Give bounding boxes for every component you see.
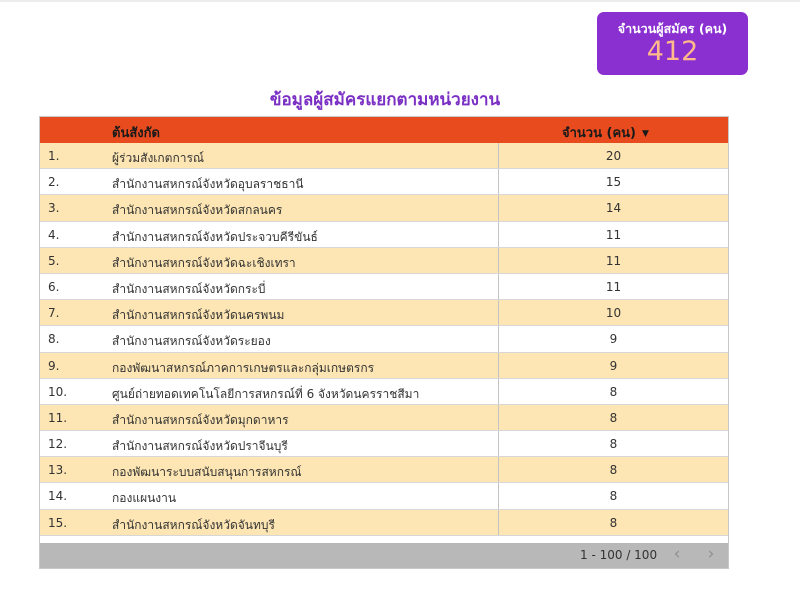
table-row[interactable]: [40, 510, 728, 536]
row-index: 10.: [48, 384, 68, 399]
table-row[interactable]: [40, 353, 728, 379]
row-count: 8: [498, 457, 728, 482]
table-row[interactable]: [40, 431, 728, 457]
table-body: [40, 143, 728, 543]
row-count: 14: [498, 195, 728, 220]
row-index: 6.: [48, 279, 60, 294]
row-count: 8: [498, 379, 728, 404]
sort-desc-icon[interactable]: ▼: [641, 129, 649, 139]
row-index: 9.: [48, 358, 60, 373]
table-row[interactable]: [40, 326, 728, 352]
table-row[interactable]: [40, 222, 728, 248]
row-count: 15: [498, 169, 728, 194]
row-agency-name: กองพัฒนาสหกรณ์ภาคการเกษตรและกลุ่มเกษตรกร: [112, 360, 375, 375]
row-count: 11: [498, 222, 728, 247]
row-count: 10: [498, 300, 728, 325]
row-agency-name: สำนักงานสหกรณ์จังหวัดฉะเชิงเทรา: [112, 255, 296, 270]
table-row[interactable]: [40, 379, 728, 405]
report-title: ข้อมูลผู้สมัครแยกตามหน่วยงาน: [269, 90, 501, 110]
column-header-count-label: จำนวน (คน): [562, 126, 636, 141]
row-agency-name: สำนักงานสหกรณ์จังหวัดมุกดาหาร: [112, 412, 289, 427]
table-row[interactable]: [40, 195, 728, 221]
chevron-right-icon[interactable]: ›: [707, 544, 715, 564]
row-index: 13.: [48, 463, 68, 478]
scorecard-value: 412: [646, 35, 699, 67]
row-index: 12.: [48, 437, 68, 452]
table-row[interactable]: [40, 248, 728, 274]
table-row[interactable]: [40, 169, 728, 195]
table-row[interactable]: [40, 300, 728, 326]
row-index: 7.: [48, 306, 60, 321]
column-header-count[interactable]: [562, 122, 649, 143]
row-agency-name: ผู้ร่วมสังเกตการณ์: [112, 151, 205, 165]
row-index: 1.: [48, 149, 60, 163]
row-index: 2.: [48, 175, 60, 190]
row-agency-name: สำนักงานสหกรณ์จังหวัดจันทบุรี: [112, 517, 275, 532]
table-row[interactable]: [40, 143, 728, 169]
row-agency-name: สำนักงานสหกรณ์จังหวัดนครพนม: [112, 308, 285, 323]
row-count: 8: [498, 431, 728, 456]
row-count: 11: [498, 274, 728, 299]
table-row[interactable]: [40, 405, 728, 431]
row-index: 14.: [48, 489, 68, 504]
row-index: 3.: [48, 201, 60, 216]
row-count: 11: [498, 248, 728, 273]
row-agency-name: สำนักงานสหกรณ์จังหวัดกระบี่: [112, 281, 266, 296]
row-index: 11.: [48, 410, 68, 425]
row-count: 8: [498, 405, 728, 430]
row-index: 15.: [48, 515, 68, 530]
row-count: 9: [498, 326, 728, 351]
applicants-table: [39, 116, 729, 569]
table-row[interactable]: [40, 457, 728, 483]
table-header: [40, 117, 728, 143]
row-count: 9: [498, 353, 728, 378]
row-agency-name: สำนักงานสหกรณ์จังหวัดระยอง: [112, 334, 271, 349]
row-index: 4.: [48, 227, 60, 242]
row-agency-name: สำนักงานสหกรณ์จังหวัดปราจีนบุรี: [112, 439, 288, 454]
row-index: 8.: [48, 332, 60, 347]
top-divider: [0, 0, 800, 2]
scorecard-label: จำนวนผู้สมัคร (คน): [617, 20, 728, 36]
table-row[interactable]: [40, 483, 728, 509]
row-agency-name: สำนักงานสหกรณ์จังหวัดประจวบคีรีขันธ์: [112, 229, 318, 244]
column-header-agency[interactable]: ต้นสังกัด: [112, 126, 160, 141]
row-agency-name: สำนักงานสหกรณ์จังหวัดอุบลราชธานี: [112, 177, 304, 192]
applicant-count-scorecard: [597, 12, 748, 75]
row-index: 5.: [48, 253, 60, 268]
table-pagination: [40, 543, 728, 568]
row-agency-name: สำนักงานสหกรณ์จังหวัดสกลนคร: [112, 203, 283, 218]
chevron-left-icon[interactable]: ‹: [673, 544, 681, 564]
row-count: 8: [498, 510, 728, 535]
table-row[interactable]: [40, 274, 728, 300]
pagination-range: 1 - 100 / 100: [580, 548, 658, 562]
row-agency-name: กองพัฒนาระบบสนับสนุนการสหกรณ์: [112, 465, 302, 480]
row-agency-name: กองแผนงาน: [112, 491, 177, 506]
row-count: 8: [498, 483, 728, 508]
row-count: 20: [498, 143, 728, 168]
row-agency-name: ศูนย์ถ่ายทอดเทคโนโลยีการสหกรณ์ที่ 6 จังหวัดนครราชสีมา: [112, 386, 420, 401]
